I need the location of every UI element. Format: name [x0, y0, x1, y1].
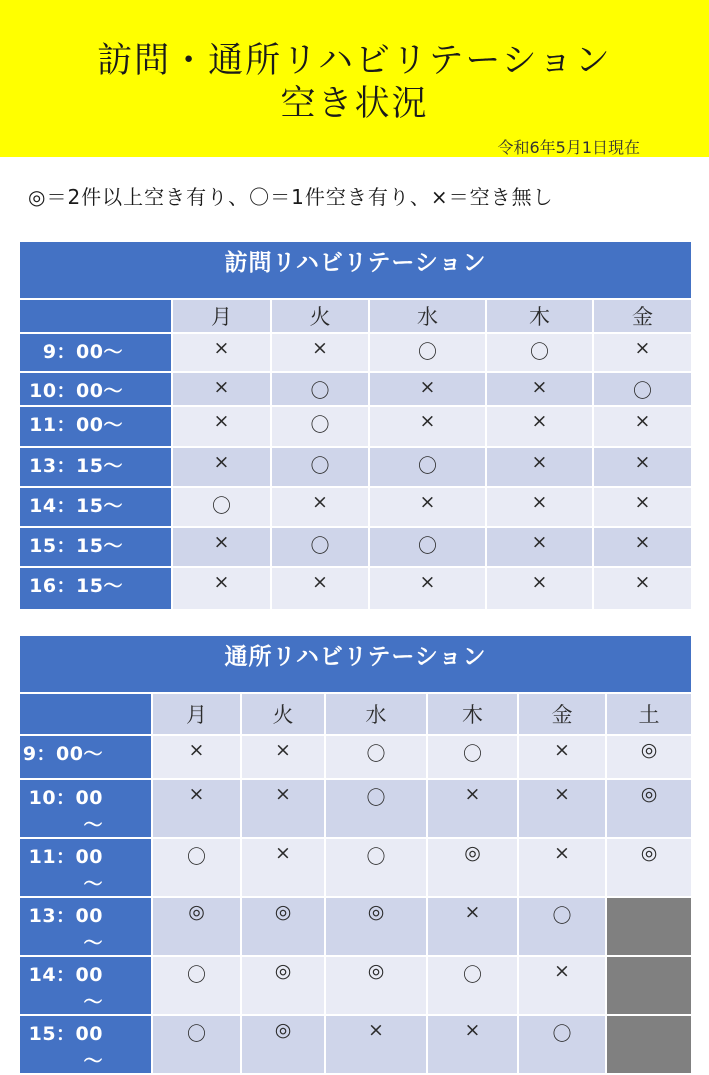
availability-cell: ×	[172, 372, 271, 406]
table-row	[19, 567, 692, 610]
table-row	[19, 897, 692, 956]
availability-cell: 〇	[152, 956, 241, 1015]
availability-cell: 〇	[518, 897, 606, 956]
availability-cell: 〇	[172, 487, 271, 527]
time-slot: 11：00～	[19, 406, 172, 447]
availability-cell: ×	[593, 406, 692, 447]
availability-cell: ×	[593, 567, 692, 610]
table-row	[19, 527, 692, 567]
availability-cell: ×	[593, 527, 692, 567]
availability-cell: ◎	[241, 956, 325, 1015]
availability-cell: ×	[172, 447, 271, 487]
availability-cell: ×	[593, 487, 692, 527]
availability-cell: ×	[486, 567, 593, 610]
availability-cell: ×	[427, 897, 518, 956]
time-slot: 9：00～	[19, 735, 152, 779]
time-slot: 15：15～	[19, 527, 172, 567]
availability-cell: ×	[152, 735, 241, 779]
page-subtitle: 空き状況	[280, 84, 429, 124]
availability-cell: ×	[152, 779, 241, 838]
availability-cell: ×	[486, 487, 593, 527]
availability-cell: ×	[271, 567, 369, 610]
availability-cell: ◎	[241, 897, 325, 956]
time-slot: 11：00～	[19, 838, 152, 897]
availability-cell: ◎	[325, 897, 427, 956]
availability-cell: ×	[369, 406, 486, 447]
table-row	[19, 956, 692, 1015]
availability-cell: ×	[486, 447, 593, 487]
availability-cell: 〇	[369, 527, 486, 567]
availability-cell: 〇	[271, 447, 369, 487]
availability-cell: 〇	[369, 333, 486, 372]
availability-cell: 〇	[427, 735, 518, 779]
day-header: 月	[172, 299, 271, 333]
availability-cell: 〇	[152, 1015, 241, 1074]
day-header: 金	[518, 693, 606, 735]
availability-cell: ×	[241, 735, 325, 779]
availability-cell: ×	[518, 779, 606, 838]
availability-cell: ×	[369, 567, 486, 610]
legend: ◎＝2件以上空き有り、〇＝1件空き有り、×＝空き無し	[28, 185, 554, 209]
availability-cell: 〇	[486, 333, 593, 372]
time-slot: 10：00～	[19, 779, 152, 838]
day-header: 月	[152, 693, 241, 735]
availability-cell: ×	[241, 838, 325, 897]
availability-cell: ×	[172, 406, 271, 447]
visit-rehab-table	[18, 240, 693, 611]
availability-cell: ×	[172, 527, 271, 567]
day-header: 水	[325, 693, 427, 735]
time-slot: 13：15～	[19, 447, 172, 487]
availability-cell: ×	[427, 1015, 518, 1074]
day-header: 金	[593, 299, 692, 333]
table-row	[19, 838, 692, 897]
page-title: 訪問・通所リハビリテーション	[97, 41, 612, 81]
table-row	[19, 735, 692, 779]
time-slot: 13：00～	[19, 897, 152, 956]
time-slot: 14：15～	[19, 487, 172, 527]
time-slot: 16：15～	[19, 567, 172, 610]
availability-cell: ◎	[325, 956, 427, 1015]
availability-cell: 〇	[271, 527, 369, 567]
corner-cell	[19, 299, 172, 333]
availability-cell: ×	[518, 838, 606, 897]
availability-cell: ◎	[427, 838, 518, 897]
day-header: 火	[241, 693, 325, 735]
as-of-date: 令和6年5月1日現在	[497, 138, 640, 157]
availability-cell: ◎	[241, 1015, 325, 1074]
availability-cell: ×	[172, 333, 271, 372]
day-header: 木	[486, 299, 593, 333]
day-header: 火	[271, 299, 369, 333]
corner-cell	[19, 693, 152, 735]
availability-cell: ×	[427, 779, 518, 838]
availability-cell: 〇	[369, 447, 486, 487]
availability-cell: 〇	[427, 956, 518, 1015]
visit-rehab-title: 訪問リハビリテーション	[19, 241, 692, 299]
availability-cell: 〇	[271, 372, 369, 406]
availability-cell: 〇	[271, 406, 369, 447]
availability-cell: ×	[486, 372, 593, 406]
availability-cell: ×	[172, 567, 271, 610]
availability-cell: ×	[271, 487, 369, 527]
availability-cell: ×	[369, 487, 486, 527]
day-header: 木	[427, 693, 518, 735]
time-slot: 14：00～	[19, 956, 152, 1015]
availability-cell: 〇	[325, 735, 427, 779]
table-row	[19, 406, 692, 447]
availability-cell: 〇	[152, 838, 241, 897]
time-slot: 9：00～	[19, 333, 172, 372]
availability-cell: 〇	[593, 372, 692, 406]
day-header: 土	[606, 693, 692, 735]
unavailable-cell	[606, 897, 692, 956]
table-row	[19, 447, 692, 487]
table-row	[19, 779, 692, 838]
table-row	[19, 487, 692, 527]
availability-cell: ×	[369, 372, 486, 406]
day-rehab-title: 通所リハビリテーション	[19, 635, 692, 693]
availability-cell: ◎	[152, 897, 241, 956]
availability-cell: ×	[325, 1015, 427, 1074]
availability-cell: 〇	[325, 838, 427, 897]
availability-cell: ×	[518, 735, 606, 779]
time-slot: 10：00～	[19, 372, 172, 406]
availability-cell: ◎	[606, 779, 692, 838]
availability-cell: ×	[241, 779, 325, 838]
availability-cell: 〇	[518, 1015, 606, 1074]
day-rehab-table	[18, 634, 693, 1075]
unavailable-cell	[606, 956, 692, 1015]
time-slot: 15：00～	[19, 1015, 152, 1074]
availability-cell: ◎	[606, 838, 692, 897]
availability-cell: ×	[271, 333, 369, 372]
availability-cell: ×	[593, 333, 692, 372]
availability-cell: ×	[593, 447, 692, 487]
availability-cell: ◎	[606, 735, 692, 779]
table-row	[19, 372, 692, 406]
availability-cell: ×	[486, 527, 593, 567]
availability-cell: ×	[486, 406, 593, 447]
table-row	[19, 333, 692, 372]
day-header: 水	[369, 299, 486, 333]
availability-cell: ×	[518, 956, 606, 1015]
availability-cell: 〇	[325, 779, 427, 838]
